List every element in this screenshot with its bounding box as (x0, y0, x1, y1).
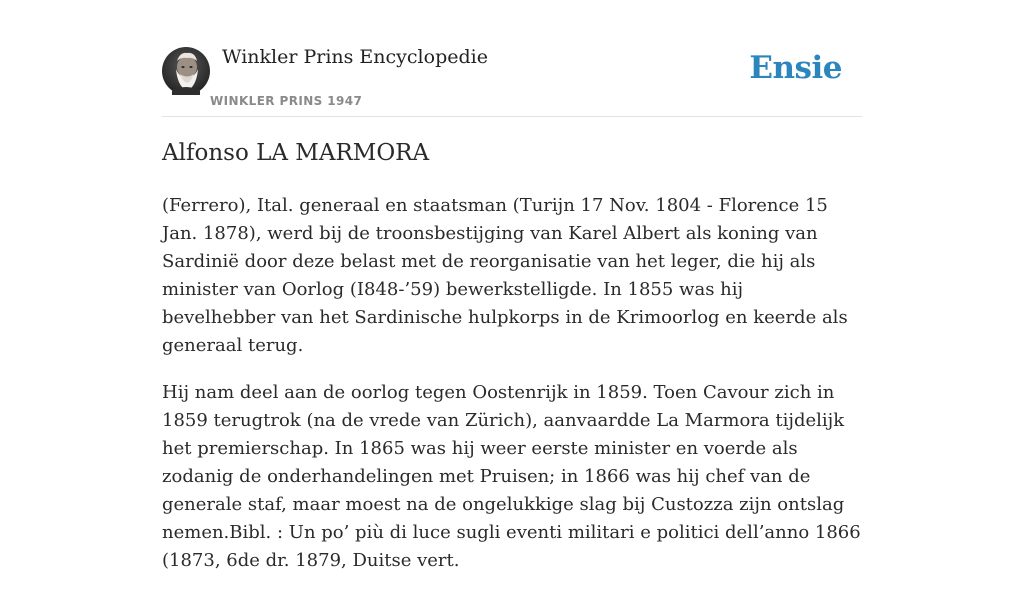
source-name[interactable]: Winkler Prins Encyclopedie (222, 46, 488, 68)
article-body (162, 192, 862, 594)
ensie-logo[interactable]: Ensie (749, 50, 842, 86)
source-edition: WINKLER PRINS 1947 (210, 94, 363, 108)
article-paragraph: Hij nam deel aan de oorlog tegen Oostenrijk in 1859. Toen Cavour zich in 1859 terugtrok (na de vrede van Zürich), aanvaardde La Marmora tijdelijk het premierschap. In 1865 was hij weer eerste minister en voerde als zodanig de onderhandelingen met Pruisen; in 1866 was hij chef van de generale staf, maar moest na de ongelukkige slag bij Custozza zijn ontslag nemen.Bibl. : Un po’ più di luce sugli eventi militari e politici dell’anno 1866 (1873, 6de dr. 1879, Duitse vert. (162, 382, 861, 571)
article-paragraph: (Ferrero), Ital. generaal en staatsman (Turijn 17 Nov. 1804 - Florence 15 Jan. 1878), werd bij de troonsbestijging van Karel Albert als koning van Sardinië door deze belast met de reorganisatie van het leger, die hij als minister van Oorlog (I848-’59) bewerkstelligde. In 1855 was hij bevelhebber van het Sardinische hulpkorps in de Krimoorlog en keerde als generaal terug. (162, 195, 848, 356)
source-header (162, 46, 862, 117)
source-avatar-icon[interactable] (162, 47, 210, 95)
bearded-man-portrait-icon (162, 47, 210, 95)
article-title: Alfonso LA MARMORA (162, 140, 430, 166)
